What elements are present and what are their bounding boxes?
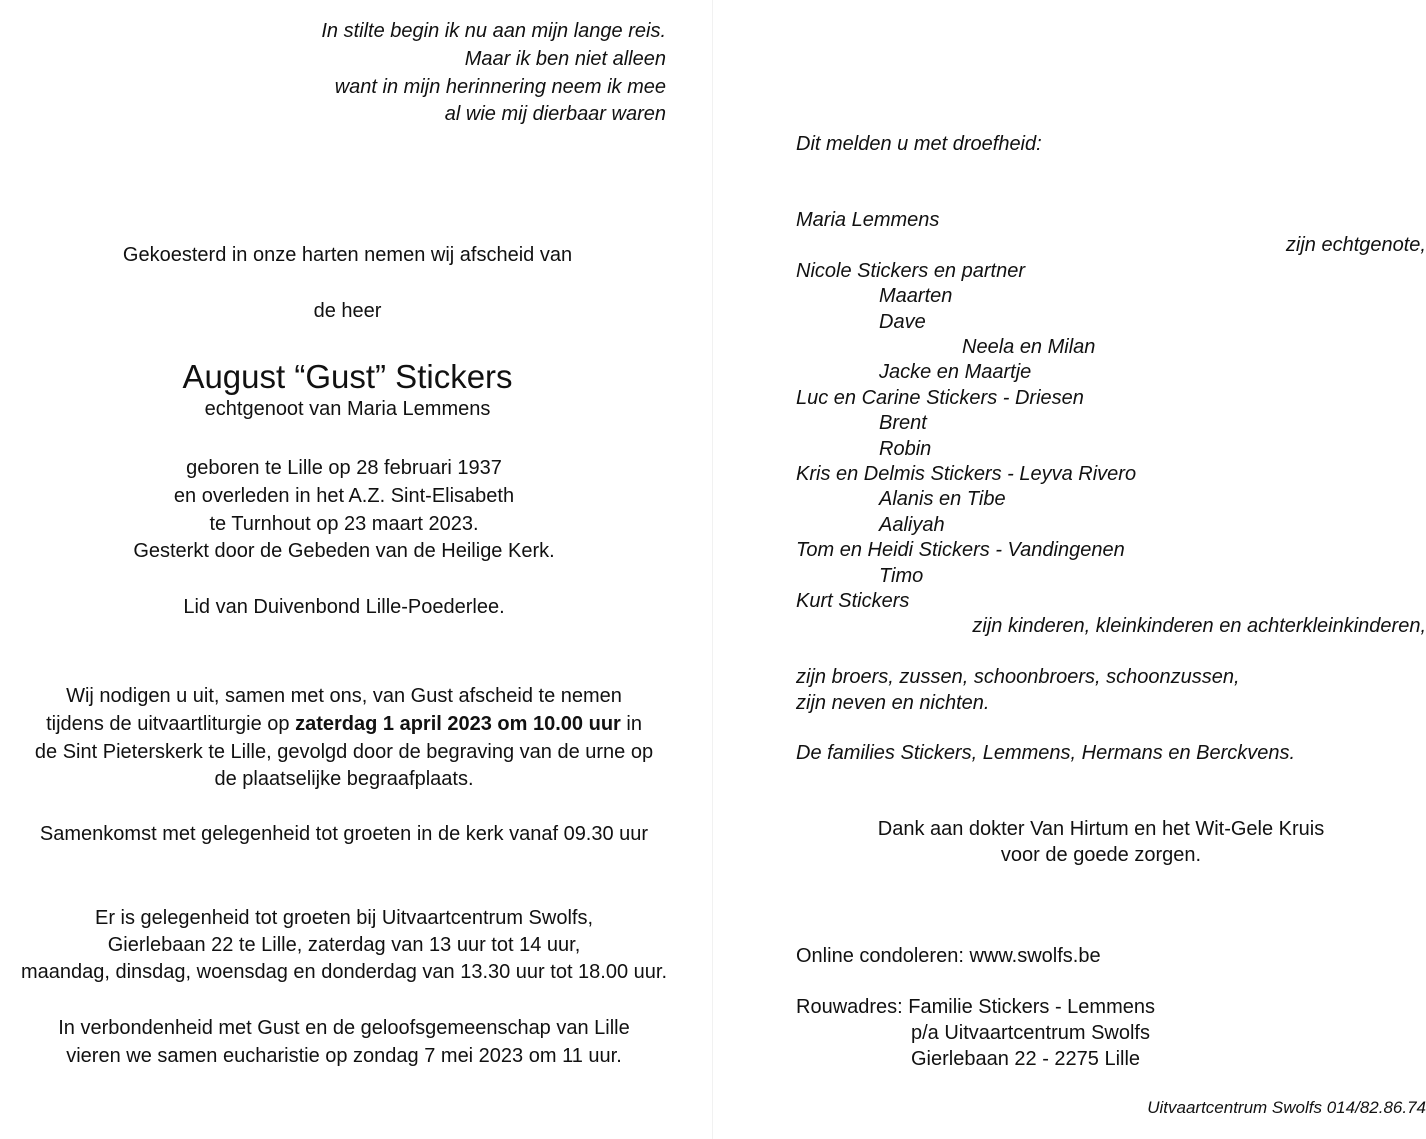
family-member: Alanis en Tibe — [879, 488, 1006, 510]
online-condolences: Online condoleren: www.swolfs.be — [796, 945, 1101, 967]
deceased-name: August “Gust” Stickers — [182, 358, 513, 395]
family-member: Timo — [879, 565, 924, 587]
address-line: Rouwadres: Familie Stickers - Lemmens — [796, 996, 1155, 1018]
eucharist-line: vieren we samen eucharistie op zondag 7 mei 2023 om 11 uur. — [66, 1045, 622, 1067]
left-page — [0, 0, 712, 1139]
spouse-name: Maria Lemmens — [796, 209, 940, 231]
family-member: Maarten — [879, 285, 953, 307]
family-member: Nicole Stickers en partner — [796, 260, 1025, 282]
membership: Lid van Duivenbond Lille-Poederlee. — [183, 596, 505, 618]
family-member: Robin — [879, 438, 932, 460]
honorific: de heer — [313, 300, 382, 322]
farewell-intro: Gekoesterd in onze harten nemen wij afscheid van — [122, 244, 573, 266]
funeral-home-footer: Uitvaartcentrum Swolfs 014/82.86.74 — [1147, 1098, 1426, 1117]
poem-line: al wie mij dierbaar waren — [444, 103, 666, 125]
birth-line: geboren te Lille op 28 februari 1937 — [186, 457, 502, 479]
children-role: zijn kinderen, kleinkinderen en achterkleinkinderen, — [972, 615, 1426, 637]
visiting-line: maandag, dinsdag, woensdag en donderdag van 13.30 uur tot 18.00 uur. — [20, 961, 668, 983]
family-member: Brent — [879, 412, 927, 434]
announcement-heading: Dit melden u met droefheid: — [796, 133, 1042, 155]
family-member: Luc en Carine Stickers - Driesen — [796, 387, 1084, 409]
spouse-role: zijn echtgenote, — [1285, 234, 1426, 256]
address-line: p/a Uitvaartcentrum Swolfs — [911, 1022, 1150, 1044]
death-place-line: te Turnhout op 23 maart 2023. — [209, 513, 479, 535]
poem-line: In stilte begin ik nu aan mijn lange reis. — [321, 20, 666, 42]
eucharist-line: In verbondenheid met Gust en de geloofsgemeenschap van Lille — [58, 1017, 630, 1039]
family-member: Kurt Stickers — [796, 590, 910, 612]
right-page — [712, 0, 1426, 1139]
invitation-line: Wij nodigen u uit, samen met ons, van Gust afscheid te nemen — [66, 685, 622, 707]
family-member: Tom en Heidi Stickers - Vandingenen — [796, 539, 1125, 561]
invitation-text: tijdens de uitvaartliturgie op — [46, 713, 296, 735]
siblings-line: zijn broers, zussen, schoonbroers, schoonzussen, — [796, 666, 1240, 688]
family-member: Kris en Delmis Stickers - Leyva Rivero — [796, 463, 1137, 485]
invitation-line: de Sint Pieterskerk te Lille, gevolgd door de begraving van de urne op — [34, 741, 654, 763]
invitation-line — [0, 710, 688, 738]
thanks-line: voor de goede zorgen. — [1000, 844, 1202, 866]
poem-line: want in mijn herinnering neem ik mee — [334, 76, 666, 98]
death-line: en overleden in het A.Z. Sint-Elisabeth — [173, 485, 515, 507]
families-line: De families Stickers, Lemmens, Hermans en Berckvens. — [796, 742, 1296, 764]
visiting-line: Er is gelegenheid tot groeten bij Uitvaartcentrum Swolfs, — [94, 907, 594, 929]
gathering-note: Samenkomst met gelegenheid tot groeten in de kerk vanaf 09.30 uur — [39, 823, 649, 845]
visiting-line: Gierlebaan 22 te Lille, zaterdag van 13 uur tot 14 uur, — [107, 934, 581, 956]
invitation-text: in — [620, 713, 642, 735]
cousins-line: zijn neven en nichten. — [796, 692, 990, 714]
poem-line: Maar ik ben niet alleen — [464, 48, 666, 70]
address-line: Gierlebaan 22 - 2275 Lille — [911, 1048, 1141, 1070]
family-member: Aaliyah — [879, 514, 945, 536]
family-member: Jacke en Maartje — [879, 361, 1032, 383]
sacrament-line: Gesterkt door de Gebeden van de Heilige Kerk. — [133, 540, 555, 562]
thanks-line: Dank aan dokter Van Hirtum en het Wit-Gele Kruis — [877, 818, 1325, 840]
family-member: Dave — [879, 311, 926, 333]
spouse-line: echtgenoot van Maria Lemmens — [204, 398, 491, 420]
family-member: Neela en Milan — [962, 336, 1096, 358]
funeral-date: zaterdag 1 april 2023 om 10.00 uur — [295, 713, 621, 735]
invitation-line: de plaatselijke begraafplaats. — [214, 768, 474, 790]
